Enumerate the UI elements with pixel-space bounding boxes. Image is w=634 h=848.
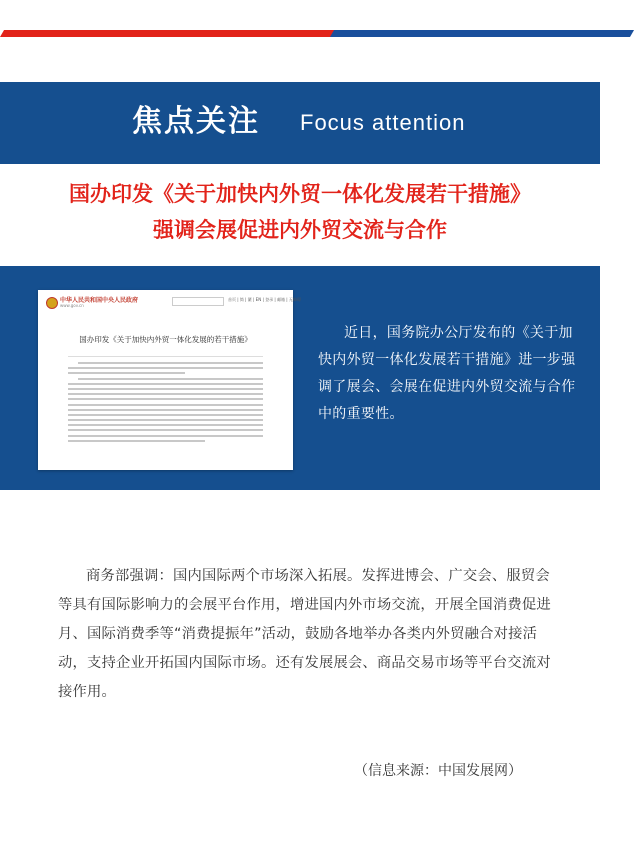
site-url: www.gov.cn [60,303,84,308]
top-decor-bar [0,0,600,40]
document-body-lines [68,362,263,445]
document-title: 国办印发《关于加快内外贸一体化发展的若干措施》 [79,335,252,344]
headline-line-1: 国办印发《关于加快内外贸一体化发展若干措施》 [69,182,531,206]
red-stripe [0,30,364,37]
blue-stripe [330,30,634,37]
document-meta [68,352,263,357]
news-paragraph: 近日，国务院办公厅发布的《关于加快内外贸一体化发展若干措施》进一步强调了展会、会展在促进内外贸交流与合作中的重要性。 [318,325,576,422]
section-title: 焦点关注 [132,104,260,139]
national-emblem-icon [46,297,58,309]
headline-line-2: 强调会展促进内外贸交流与合作 [153,218,447,242]
site-name: 中华人民共和国中央人民政府 [60,297,139,304]
body-paragraph: 商务部强调：国内国际两个市场深入拓展。发挥进博会、广交会、服贸会等具有国际影响力的会展平台作用，增进国内外市场交流，开展全国消费促进月、国际消费季等“消费提振年”活动，鼓励各地举办各类内外贸融合对接活动，支持企业开拓国内国际市场。还有发展展会、商品交易市场等平台交流对接作用。 [58,568,551,700]
section-subtitle: Focus attention [300,110,466,135]
search-box [172,297,224,306]
site-nav: 首页 | 简 | 繁 | EN | 登录 | 邮箱 | 无障碍 [228,297,301,302]
document-screenshot [38,290,301,470]
source-note: （信息来源：中国发展网） [354,763,522,779]
headline [0,176,600,248]
